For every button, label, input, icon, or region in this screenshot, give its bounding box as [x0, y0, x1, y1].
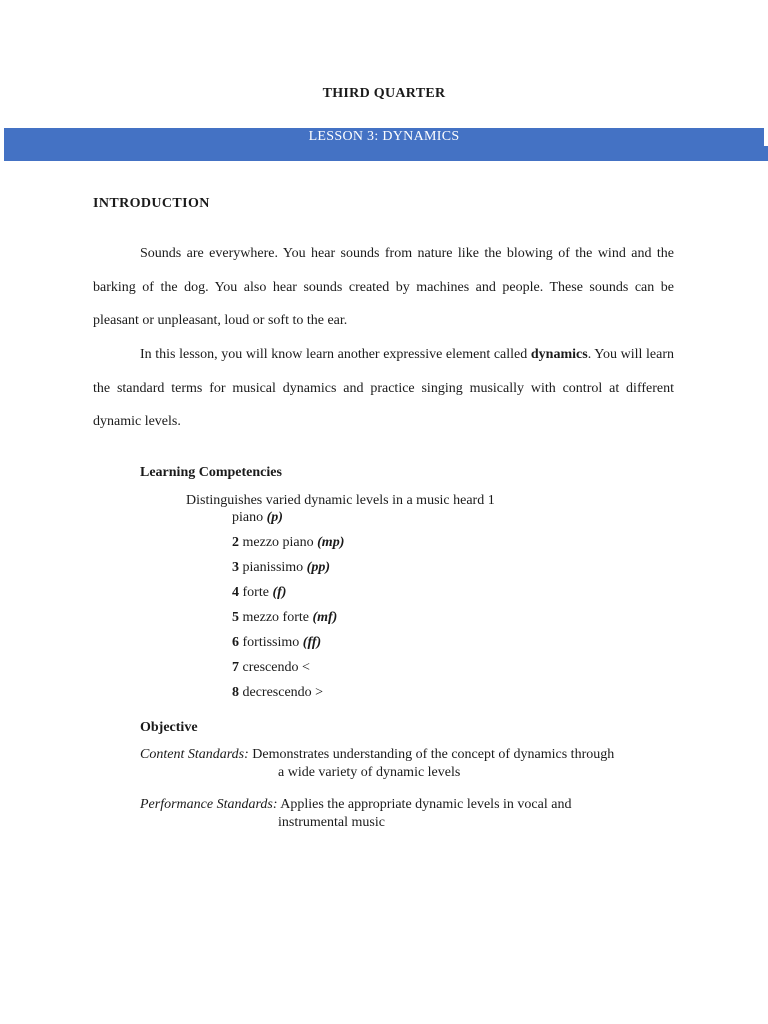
item-symbol: (mf)	[312, 610, 338, 625]
item-symbol: (mp)	[317, 535, 345, 550]
content-standards-label: Content Standards:	[140, 747, 249, 762]
content-standards-continued: a wide variety of dynamic levels	[278, 765, 461, 780]
dynamic-level-item	[232, 610, 337, 626]
dynamic-level-item	[232, 535, 344, 551]
item-term: piano	[232, 510, 267, 525]
performance-standards-label: Performance Standards:	[140, 797, 278, 812]
learning-competencies-heading: Learning Competencies	[140, 465, 282, 480]
introduction-heading: INTRODUCTION	[93, 196, 210, 211]
item-number: 2	[232, 535, 239, 550]
objective-heading: Objective	[140, 720, 198, 735]
dynamic-level-item	[232, 660, 310, 676]
lesson-title: LESSON 3: DYNAMICS	[308, 129, 460, 144]
dynamic-level-item	[232, 685, 323, 701]
item-number: 6	[232, 635, 239, 650]
paragraph-2-text-a: In this lesson, you will know learn another expressive element called	[140, 347, 531, 362]
item-term: forte	[239, 585, 273, 600]
dynamic-level-item	[232, 585, 286, 601]
dynamic-level-item	[232, 635, 321, 651]
item-term: crescendo <	[239, 660, 310, 675]
item-number: 8	[232, 685, 239, 700]
content-standards	[140, 747, 614, 763]
dynamic-level-item	[232, 560, 330, 576]
item-symbol: (f)	[272, 585, 287, 600]
performance-standards	[140, 797, 571, 813]
quarter-heading: THIRD QUARTER	[322, 86, 446, 101]
item-term: decrescendo >	[239, 685, 324, 700]
lesson-banner-tab	[762, 146, 768, 161]
intro-paragraph-2	[93, 338, 674, 439]
item-term: mezzo piano	[239, 535, 318, 550]
performance-standards-continued: instrumental music	[278, 815, 385, 830]
competency-description: Distinguishes varied dynamic levels in a music heard 1	[186, 493, 495, 508]
item-term: mezzo forte	[239, 610, 313, 625]
intro-paragraph-1: Sounds are everywhere. You hear sounds from nature like the blowing of the wind and the barking of the dog. You also hear sounds created by machines and people. These sounds can be pleasant or unpleasant, loud or soft to the ear.	[93, 246, 674, 329]
item-number: 3	[232, 560, 239, 575]
item-number: 7	[232, 660, 239, 675]
item-symbol: (ff)	[302, 635, 322, 650]
item-term: fortissimo	[239, 635, 303, 650]
item-term: pianissimo	[239, 560, 307, 575]
item-symbol: (p)	[266, 510, 283, 525]
item-symbol: (pp)	[306, 560, 330, 575]
performance-standards-text: Applies the appropriate dynamic levels in vocal and	[277, 797, 572, 812]
dynamic-level-item	[232, 510, 283, 526]
paragraph-2-text-b: . You will learn the standard terms for musical dynamics and practice singing musically with control at different dynamic levels.	[93, 347, 674, 430]
dynamics-term: dynamics	[530, 347, 588, 362]
content-standards-text: Demonstrates understanding of the concept of dynamics through	[248, 747, 615, 762]
item-number: 5	[232, 610, 239, 625]
item-number: 4	[232, 585, 239, 600]
